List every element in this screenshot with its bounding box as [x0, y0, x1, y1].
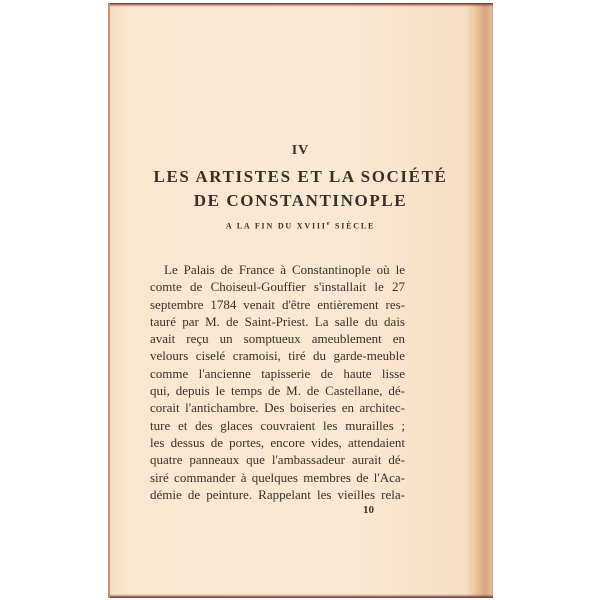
- body-line: siré commander à quelques membres de l'Aca-: [150, 469, 405, 485]
- body-line: septembre 1784 venait d'être entièrement res-: [150, 296, 405, 312]
- chapter-title-line-2: DE CONSTANTINOPLE: [193, 191, 408, 210]
- body-line: avait reçu un somptueux ameublement en: [150, 331, 405, 347]
- body-line: Le Palais de France à Constantinople où le: [164, 262, 405, 277]
- body-line: quatre panneaux que l'ambassadeur aurait dé-: [150, 452, 405, 468]
- subtitle-sup: e: [326, 221, 332, 227]
- page-edge: [108, 3, 110, 598]
- body-text: [150, 261, 405, 503]
- chapter-subtitle: [108, 221, 493, 231]
- body-line: comme l'ancienne tapisserie de haute lisse: [150, 365, 405, 381]
- chapter-title-line-1: LES ARTISTES ET LA SOCIÉTÉ: [153, 167, 448, 186]
- body-line: qui, depuis le temps de M. de Castellane, dé-: [150, 383, 405, 399]
- body-line: les dessus de portes, encore vides, attendaient: [150, 434, 405, 450]
- body-line: velours ciselé cramoisi, tiré du garde-meuble: [150, 348, 405, 364]
- page-number: 10: [363, 504, 374, 516]
- subtitle-pre: A LA FIN DU XVIII: [225, 221, 327, 231]
- body-line: comte de Choiseul-Gouffier s'installait le 27: [150, 279, 405, 295]
- body-line: démie de peinture. Rappelant les vieilles rela-: [150, 486, 405, 502]
- book-page: [108, 3, 493, 598]
- chapter-number: IV: [291, 143, 310, 158]
- body-line: corait l'antichambre. Des boiseries en architec-: [150, 400, 405, 416]
- body-line: tauré par M. de Saint-Priest. La salle du dais: [150, 313, 405, 329]
- body-line: ture et des glaces couvraient les murailles ;: [150, 417, 405, 433]
- subtitle-post: SIÈCLE: [331, 221, 376, 231]
